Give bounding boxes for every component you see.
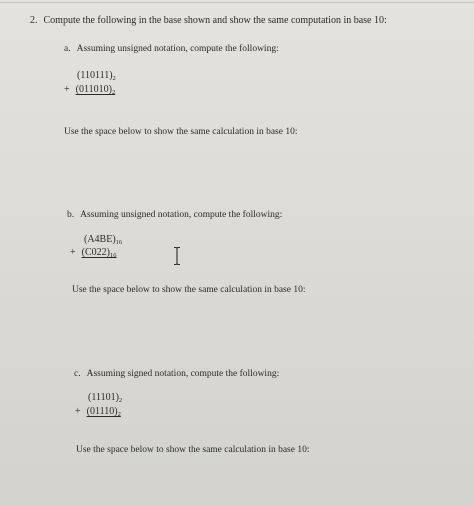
- part-b-label: b.: [67, 210, 75, 220]
- part-c-operand2-value: $(01110)_2$: [86, 406, 121, 418]
- part-c-operand1: [88, 393, 122, 405]
- part-a-plus-sign: +: [64, 84, 70, 95]
- part-a-label: a.: [64, 44, 71, 54]
- part-b-operand1-base: 16: [115, 239, 123, 246]
- part-b-operand2: [70, 248, 116, 260]
- part-c-space-note: Use the space below to show the same calculation in base 10:: [76, 445, 310, 455]
- question-heading: [30, 16, 387, 26]
- part-b-operand1: [84, 235, 122, 247]
- part-a-prompt: [64, 45, 279, 55]
- part-a-operand2: [64, 85, 115, 97]
- question-text: Compute the following in the base shown and show the same computation in base 10:: [43, 15, 387, 26]
- part-b-prompt: [67, 211, 282, 221]
- question-number: 2.: [30, 15, 38, 26]
- part-c-label: c.: [74, 369, 81, 379]
- part-a-operand2-value: $(011010)_2$: [75, 84, 116, 96]
- part-b-operand1-value: (A4BE): [84, 234, 116, 245]
- part-a-operand2-base: 2: [111, 89, 116, 96]
- part-a-prompt-text: Assuming unsigned notation, compute the following:: [76, 44, 279, 54]
- part-c-operand2-base: 2: [117, 411, 121, 418]
- part-a-operand1: [77, 71, 116, 83]
- part-b-prompt-text: Assuming unsigned notation, compute the following:: [80, 210, 283, 220]
- part-c-operand1-value: (11101): [88, 392, 119, 403]
- text-cursor-icon: [171, 246, 183, 266]
- part-c-operand1-base: 2: [118, 397, 123, 404]
- part-a-operand1-value: (110111): [77, 70, 113, 81]
- top-divider: [0, 2, 474, 3]
- part-a-operand1-base: 2: [112, 75, 116, 82]
- part-a-space-note: Use the space below to show the same calculation in base 10:: [64, 127, 298, 137]
- part-c-plus-sign: +: [75, 406, 81, 417]
- part-b-operand2-value: $(C022)_{16}$: [81, 247, 117, 259]
- part-b-space-note: Use the space below to show the same calculation in base 10:: [72, 285, 306, 295]
- part-c-prompt: [74, 370, 279, 380]
- part-b-plus-sign: +: [70, 247, 76, 258]
- part-c-operand2: [75, 407, 121, 419]
- part-c-prompt-text: Assuming signed notation, compute the following:: [86, 369, 280, 379]
- part-b-operand2-base: 16: [109, 252, 117, 259]
